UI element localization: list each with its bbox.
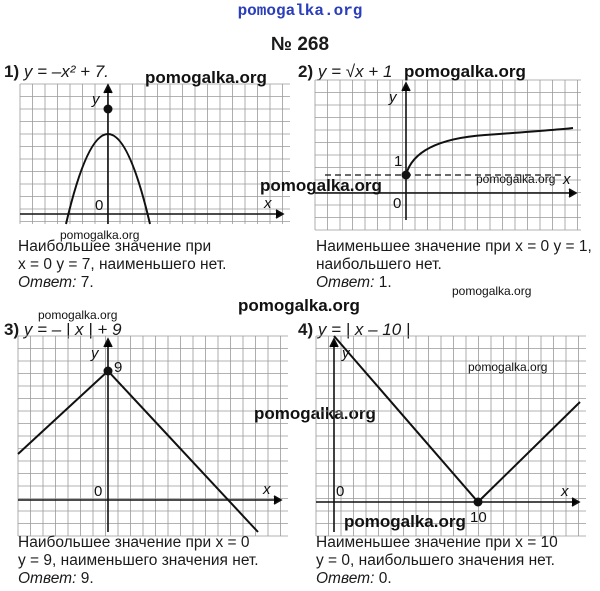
problem-4-text bbox=[316, 534, 558, 588]
watermark-10: pomogalka.org bbox=[468, 360, 548, 374]
graph-4-y-label: y bbox=[342, 345, 350, 362]
problem-2-answer-label: Ответ: bbox=[316, 274, 375, 291]
graph-1-y-arrow bbox=[104, 85, 112, 93]
problem-1-answer bbox=[18, 274, 226, 292]
problem-4-number: 4) bbox=[298, 320, 314, 339]
graph-3-grid bbox=[18, 336, 288, 536]
problem-3-answer bbox=[18, 570, 259, 588]
problem-4-text-line1: Наименьшее значение при x = 10 bbox=[316, 534, 558, 551]
watermark-4: pomogalka.org bbox=[260, 176, 382, 195]
graph-2-x-arrow bbox=[569, 189, 576, 197]
task-number: № 268 bbox=[270, 34, 330, 55]
watermark-11: pomogalka.org bbox=[344, 512, 466, 531]
problem-3-text-line2: y = 9, наименьшего значения нет. bbox=[18, 552, 259, 569]
problem-4-text-line2: y = 0, наибольшего значения нет. bbox=[316, 552, 555, 569]
watermark-6: pomogalka.org bbox=[452, 284, 532, 298]
graph-3-max-point bbox=[104, 367, 113, 376]
problem-4-formula: y = | x – 10 | bbox=[317, 320, 411, 339]
problem-3-text bbox=[18, 534, 259, 588]
graph-1-max-point bbox=[104, 105, 113, 114]
problem-1-title bbox=[4, 62, 109, 82]
problem-3-answer-value: 9. bbox=[80, 570, 94, 587]
watermark-8: pomogalka.org bbox=[38, 308, 118, 322]
problem-1-text bbox=[18, 238, 226, 292]
problem-4-answer-value: 0. bbox=[378, 570, 392, 587]
problem-4-answer-label: Ответ: bbox=[316, 570, 375, 587]
problem-2-text-line1: Наименьшее значение при x = 0 y = 1, bbox=[316, 238, 592, 255]
graph-4-min-point bbox=[474, 498, 483, 507]
graph-2 bbox=[315, 80, 581, 230]
problem-2-text-line2: наибольшего нет. bbox=[316, 256, 442, 273]
problem-2-formula: y = √x + 1 bbox=[317, 62, 393, 81]
graph-4-origin-label: 0 bbox=[336, 483, 345, 500]
graph-2-x-label: x bbox=[563, 171, 571, 188]
watermark-5: pomogalka.org bbox=[476, 172, 556, 186]
problem-1-answer-value: 7. bbox=[80, 274, 94, 291]
graph-2-y-label: y bbox=[389, 89, 397, 106]
graph-1-x-label: x bbox=[264, 195, 272, 212]
graph-2-grid bbox=[315, 80, 581, 230]
problem-1-text-line2: x = 0 y = 7, наименьшего нет. bbox=[18, 256, 227, 273]
graph-1 bbox=[20, 84, 290, 224]
problem-1-number: 1) bbox=[4, 62, 20, 81]
graph-1-origin-label: 0 bbox=[95, 197, 104, 214]
graph-3-x-arrow bbox=[274, 496, 281, 504]
graph-2-y-arrow bbox=[402, 83, 410, 91]
graph-2-origin-label: 0 bbox=[393, 195, 402, 212]
problem-2-number: 2) bbox=[298, 62, 314, 81]
graph-2-sqrt-curve bbox=[406, 128, 573, 175]
problem-2-answer-value: 1. bbox=[378, 274, 392, 291]
graph-3-abs-graph bbox=[18, 371, 258, 532]
graph-2-tick-1: 1 bbox=[394, 153, 403, 170]
watermark-3: pomogalka.org bbox=[404, 62, 526, 81]
problem-3-text-line1: Наибольшее значение при x = 0 bbox=[18, 534, 250, 551]
watermark-7: pomogalka.org bbox=[238, 296, 360, 315]
graph-3-tick-9: 9 bbox=[114, 359, 123, 376]
problem-3-number: 3) bbox=[4, 320, 20, 339]
problem-3-answer-label: Ответ: bbox=[18, 570, 77, 587]
problem-2-title bbox=[298, 62, 392, 82]
graph-2-min-point bbox=[402, 171, 411, 180]
graph-4-x-arrow bbox=[572, 498, 579, 506]
graph-4-tick-10: 10 bbox=[470, 509, 487, 526]
graph-1-grid bbox=[20, 84, 290, 224]
graph-3 bbox=[18, 336, 288, 536]
problem-4-answer bbox=[316, 570, 558, 588]
watermark-9: pomogalka.org bbox=[254, 404, 376, 423]
graph-3-origin-label: 0 bbox=[94, 483, 103, 500]
site-header[interactable]: pomogalka.org bbox=[237, 2, 363, 20]
graph-3-y-label: y bbox=[91, 345, 99, 362]
problem-1-answer-label: Ответ: bbox=[18, 274, 77, 291]
watermark-1: pomogalka.org bbox=[145, 68, 267, 87]
problem-1-formula: y = –x² + 7. bbox=[23, 62, 109, 81]
graph-4-x-label: x bbox=[561, 483, 569, 500]
watermark-2: pomogalka.org bbox=[60, 228, 140, 242]
problem-1-text-line1: Наибольшее значение при bbox=[18, 238, 212, 255]
problem-3-formula: y = – | x | + 9 bbox=[23, 320, 122, 339]
graph-1-y-label: y bbox=[92, 91, 100, 108]
graph-3-x-label: x bbox=[263, 481, 271, 498]
graph-1-x-arrow bbox=[276, 210, 283, 218]
